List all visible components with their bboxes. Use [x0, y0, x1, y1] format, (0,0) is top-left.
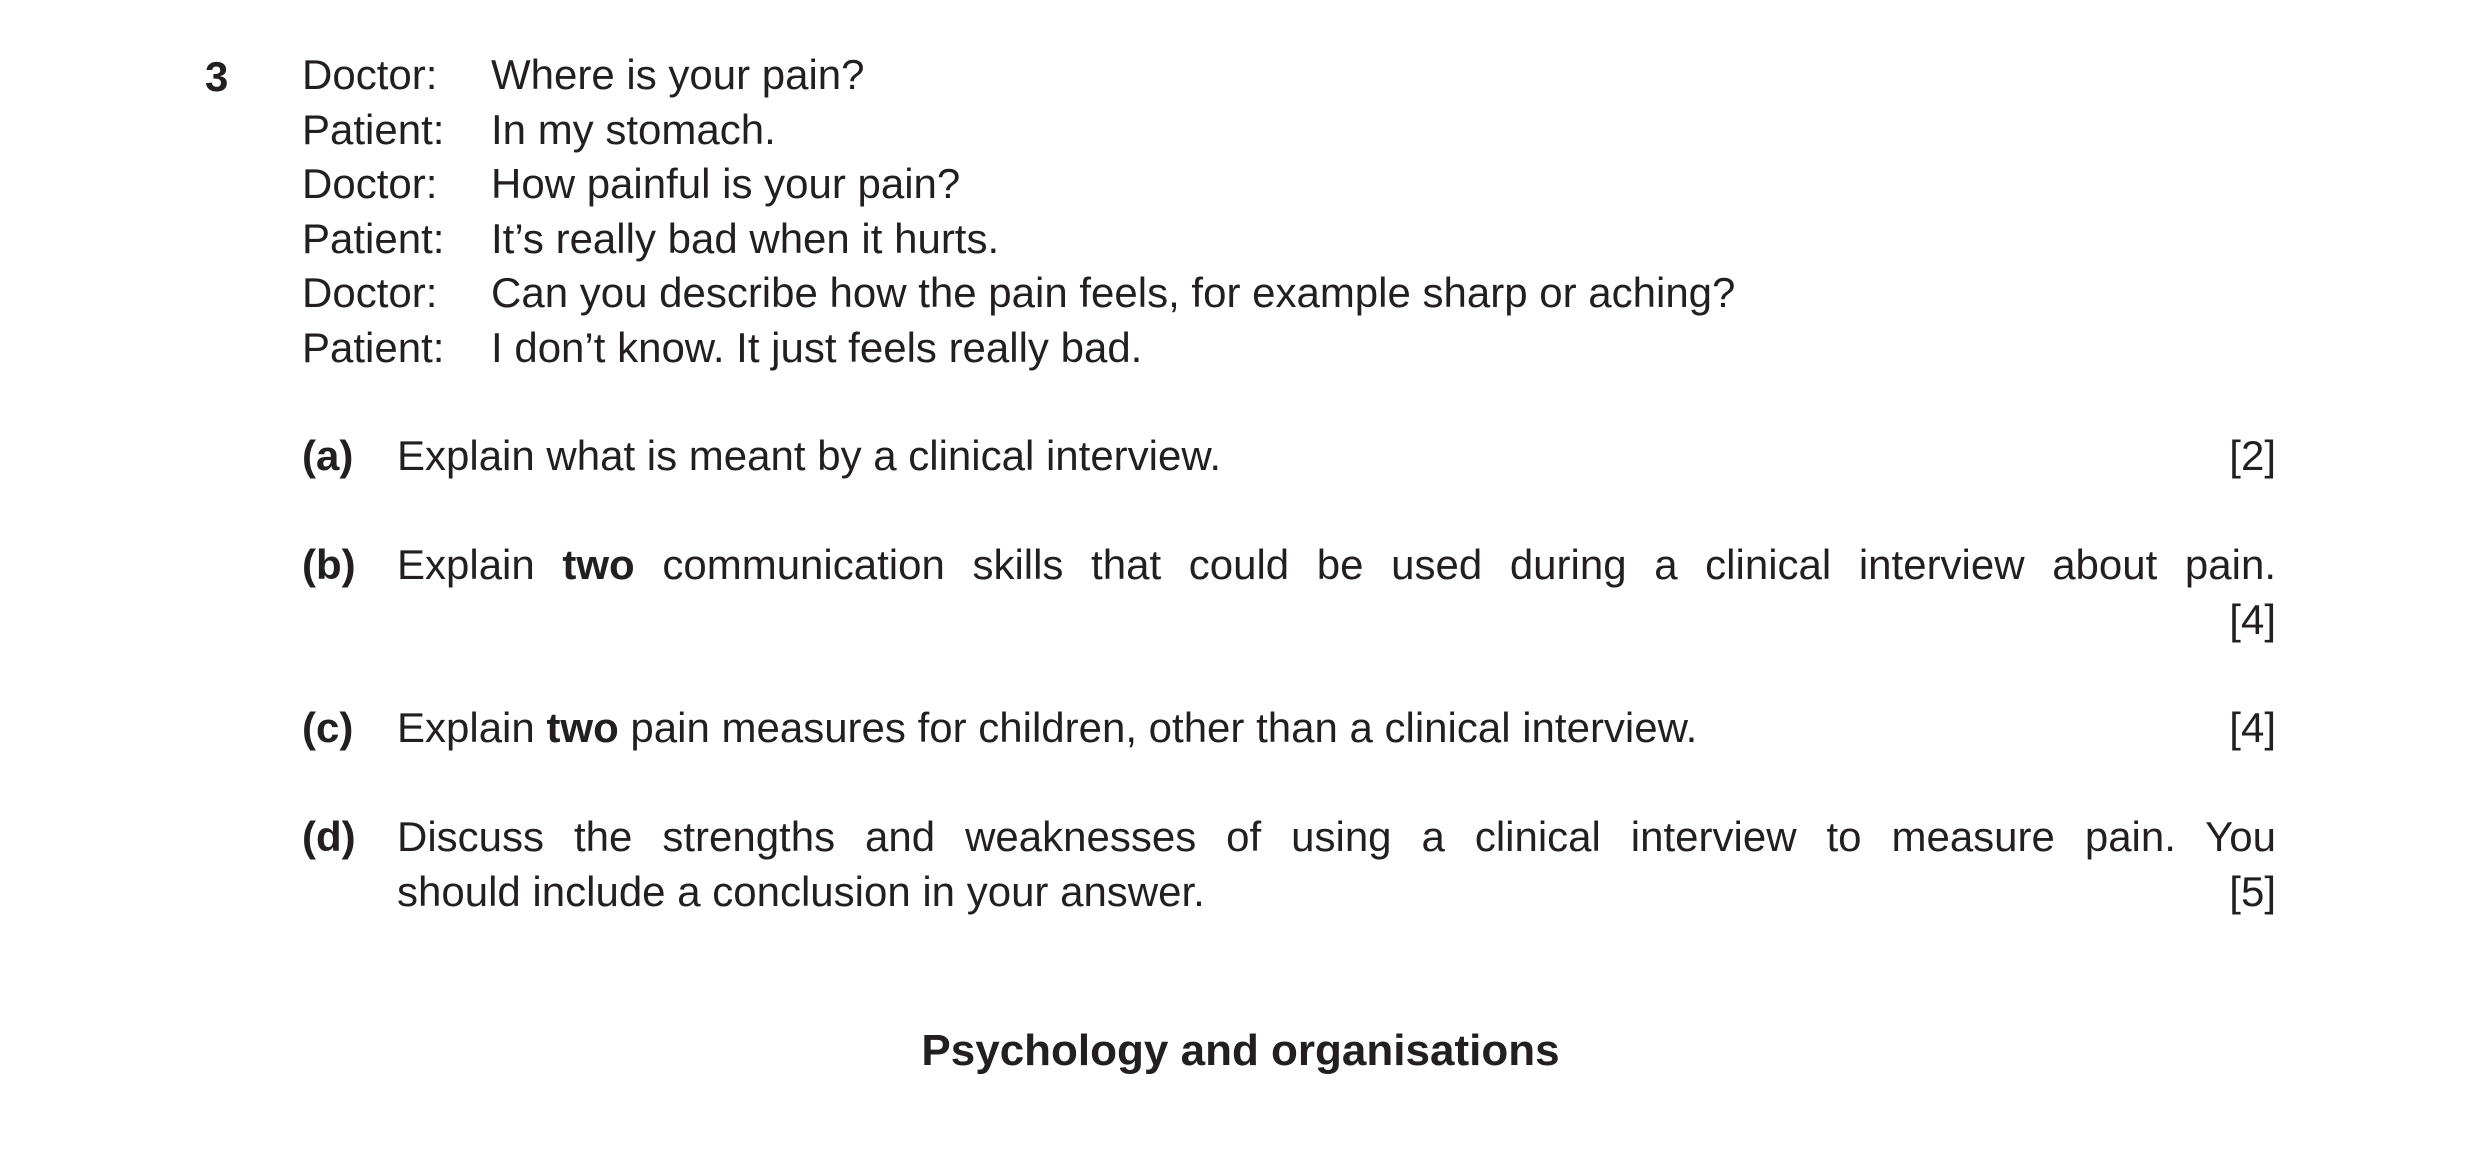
marks-label: [5]	[2229, 867, 2276, 915]
utterance: How painful is your pain?	[491, 160, 961, 207]
marks-label: [4]	[2229, 595, 2276, 643]
speaker-label: Doctor:	[302, 51, 438, 98]
part-text	[397, 701, 2276, 756]
part-prompt	[397, 538, 2276, 593]
dialogue-transcript	[302, 48, 2202, 375]
dialogue-line	[302, 48, 2202, 103]
utterance: I don’t know. It just feels really bad.	[491, 323, 1143, 371]
part-label: (c)	[302, 704, 354, 751]
part-label: (d)	[302, 813, 356, 860]
dialogue-line	[302, 321, 2202, 376]
utterance: Where is your pain?	[491, 51, 865, 98]
part-prompt	[397, 701, 1697, 756]
part-text	[397, 810, 2276, 919]
question-number: 3	[205, 53, 229, 100]
speaker-label: Patient:	[302, 323, 445, 371]
speaker-label: Doctor:	[302, 160, 438, 207]
emphasis-text: two	[546, 704, 619, 751]
prompt-text: communication skills that could be used during a clinical interview about pain.	[662, 541, 2277, 588]
dialogue-line	[302, 157, 2202, 212]
prompt-text: pain measures for children, other than a clinical interview.	[630, 704, 1698, 751]
marks-label: [2]	[2229, 432, 2276, 479]
prompt-text: Explain	[397, 541, 535, 588]
speaker-label: Patient:	[302, 105, 445, 153]
part-label: (a)	[302, 432, 354, 479]
section-heading: Psychology and organisations	[921, 1026, 1560, 1075]
marks-label: [4]	[2229, 704, 2276, 751]
part-label: (b)	[302, 541, 356, 588]
part-text	[397, 538, 2276, 647]
utterance: It’s really bad when it hurts.	[491, 214, 1000, 262]
part-prompt-line-1: Discuss the strengths and weaknesses of using a clinical interview to measure pain. You	[397, 813, 2276, 860]
speaker-label: Doctor:	[302, 269, 438, 316]
speaker-label: Patient:	[302, 214, 445, 262]
part-prompt: Explain what is meant by a clinical interview.	[397, 432, 1222, 479]
dialogue-line	[302, 103, 2202, 158]
prompt-text: should include a conclusion in your answer.	[397, 867, 1205, 915]
prompt-text: Explain	[397, 704, 535, 751]
utterance: In my stomach.	[491, 105, 776, 153]
part-text	[397, 429, 2276, 484]
emphasis-text: two	[562, 541, 635, 588]
dialogue-line	[302, 212, 2202, 267]
utterance: Can you describe how the pain feels, for example sharp or aching?	[491, 269, 1736, 316]
part-prompt-line-2	[397, 865, 2276, 920]
dialogue-line	[302, 266, 2202, 321]
